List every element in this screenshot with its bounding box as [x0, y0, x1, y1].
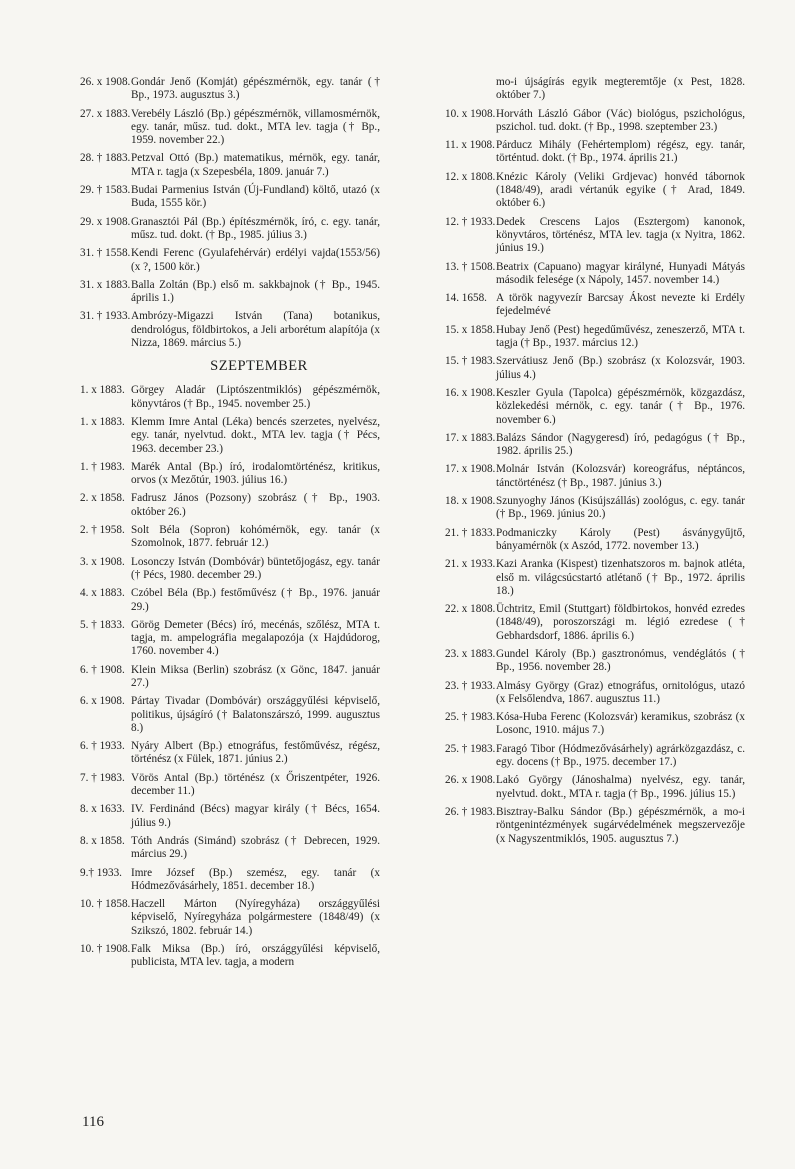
entry-text: Ambrózy-Migazzi István (Tana) botanikus, dendrológus, földbirtokos, a Jeli arborétum alapítója (x Nizza, 1869. március 5.) — [131, 310, 380, 350]
entry-date: 6. † 1908. — [80, 663, 125, 676]
entry-text: Vörös Antal (Bp.) történész (x Őriszentpéter, 1926. december 11.) — [131, 771, 380, 798]
entry-text: Gondár Jenő (Komját) gépészmérnök, egy. tanár († Bp., 1973. augusztus 3.) — [131, 76, 380, 102]
calendar-entry — [80, 152, 380, 179]
entry-text: Szervátiusz Jenő (Bp.) szobrász (x Kolozsvár, 1903. július 4.) — [496, 355, 745, 381]
entry-date: 26. † 1983. — [445, 805, 496, 818]
calendar-entry — [80, 835, 380, 862]
calendar-entry — [80, 310, 380, 350]
calendar-entry — [445, 355, 745, 382]
entry-date: 29. x 1908. — [80, 215, 131, 228]
calendar-entry — [445, 806, 745, 846]
entry-date: 10. x 1908. — [445, 107, 496, 120]
entry-text: Beatrix (Capuano) magyar királyné, Hunyadi Mátyás második felesége (x Nápoly, 1457. november 14.) — [496, 260, 745, 286]
calendar-entry — [80, 461, 380, 488]
calendar-entry — [80, 664, 380, 691]
calendar-entry — [80, 384, 380, 411]
calendar-entry — [445, 495, 745, 522]
right-column — [445, 76, 745, 851]
calendar-entry — [445, 603, 745, 643]
entry-date: 10. † 1858. — [80, 898, 131, 911]
entry-date: 14. 1658. — [445, 292, 487, 305]
entry-date: 8. x 1633. — [80, 803, 125, 816]
calendar-entry — [445, 711, 745, 738]
entry-text: Görög Demeter (Bécs) író, mecénás, szőlész, MTA t. tagja, m. ampelográfia megalapozója (x Hajdúdorog, 1760. november 4.) — [131, 618, 380, 658]
entry-text: Almásy György (Graz) etnográfus, ornitológus, utazó (x Felsőlendva, 1867. augusztus 11.) — [496, 679, 745, 705]
entry-text: Verebély László (Bp.) gépészmérnök, villamosmérnök, egy. tanár, műsz. tud. dokt., MTA lev. tagja († Bp., 1959. november 22.) — [131, 107, 380, 147]
entry-date: 2. x 1858. — [80, 492, 125, 505]
entry-text: Faragó Tibor (Hódmezővásárhely) agrárközgazdász, c. egy. docens († Bp., 1975. december 17.) — [496, 742, 745, 769]
entry-date: 23. † 1933. — [445, 679, 496, 692]
entry-text: Lakó György (Jánoshalma) nyelvész, egy. tanár, nyelvtud. dokt., MTA r. tagja († Bp., 1996. július 15.) — [496, 774, 745, 800]
entry-date: 25. † 1983. — [445, 711, 496, 724]
entry-text: Görgey Aladár (Liptószentmiklós) gépészmérnök, könyvtáros († Bp., 1945. november 25.) — [131, 384, 380, 410]
entry-date: 27. x 1883. — [80, 107, 131, 120]
entry-text: Molnár István (Kolozsvár) koreográfus, néptáncos, tánctörténész († Bp., 1987. június 3.) — [496, 463, 745, 489]
entry-date: 21. † 1833. — [445, 526, 496, 539]
calendar-entry — [445, 558, 745, 598]
entry-text: Balla Zoltán (Bp.) első m. sakkbajnok († Bp., 1945. április 1.) — [131, 278, 380, 305]
entry-text: A török nagyvezír Barcsay Ákost nevezte ki Erdély fejedelmévé — [496, 292, 745, 318]
entry-date: 28. † 1883. — [80, 152, 131, 165]
entry-date: 1. x 1883. — [80, 415, 125, 428]
entry-date: 29. † 1583. — [80, 184, 131, 197]
entry-date: 17. x 1908. — [445, 463, 496, 476]
entry-date: 8. x 1858. — [80, 834, 125, 847]
entry-text: Szunyoghy János (Kisújszállás) zoológus, c. egy. tanár († Bp., 1969. június 20.) — [496, 495, 745, 521]
entry-text: Dedek Crescens Lajos (Esztergom) kanonok, könyvtáros, történész, MTA lev. tagja (x Nyitra, 1862. június 19.) — [496, 215, 745, 255]
calendar-entry — [80, 556, 380, 583]
calendar-entry — [445, 108, 745, 135]
calendar-entry — [80, 803, 380, 830]
entry-date: 4. x 1883. — [80, 587, 125, 600]
entry-text: Klemm Imre Antal (Léka) bencés szerzetes, nyelvész, egy. tanár, nyelvtud. dokt., MTA lev. tagja († Pécs, 1963. december 23.) — [131, 415, 380, 455]
entry-date: 3. x 1908. — [80, 555, 125, 568]
entry-date: 7. † 1983. — [80, 771, 125, 784]
calendar-entry — [80, 898, 380, 938]
calendar-entry — [80, 216, 380, 243]
calendar-entry — [445, 463, 745, 490]
calendar-entry — [445, 743, 745, 770]
entry-date: 26. x 1908. — [445, 774, 496, 787]
entry-text: Klein Miksa (Berlin) szobrász (x Gönc, 1847. január 27.) — [131, 663, 380, 689]
calendar-entry — [80, 740, 380, 767]
calendar-entry — [445, 171, 745, 211]
calendar-entry — [80, 587, 380, 614]
entry-text: Fadrusz János (Pozsony) szobrász († Bp., 1903. október 26.) — [131, 492, 380, 518]
entry-text: Podmaniczky Károly (Pest) ásványgyűjtő, bányamérnök (x Aszód, 1772. november 13.) — [496, 526, 745, 552]
entry-text: Hubay Jenő (Pest) hegedűművész, zeneszerző, MTA t. tagja († Bp., 1937. március 12.) — [496, 323, 745, 350]
entry-text: Knézic Károly (Veliki Grdjevac) honvéd tábornok (1848/49), aradi vértanúk egyike († Arad, 1849. október 6.) — [496, 170, 745, 210]
entry-text: Marék Antal (Bp.) író, irodalomtörténész, kritikus, orvos (x Mezőtúr, 1903. július 16.) — [131, 460, 380, 487]
calendar-entry — [80, 247, 380, 274]
entry-date: 15. x 1858. — [445, 323, 496, 336]
left-entries-august — [80, 76, 380, 350]
entry-date: 21. x 1933. — [445, 558, 496, 571]
entry-date: 2. † 1958. — [80, 524, 125, 537]
continued-entry-text: mo-i újságírás egyik megteremtője (x Pest, 1828. október 7.) — [496, 76, 745, 102]
entry-text: IV. Ferdinánd (Bécs) magyar király († Bécs, 1654. július 9.) — [131, 803, 380, 829]
entry-text: Kendi Ferenc (Gyulafehérvár) erdélyi vajda(1553/56) (x ?, 1500 kör.) — [131, 247, 380, 273]
calendar-entry — [445, 432, 745, 459]
entry-date: 11. x 1908. — [445, 139, 495, 152]
entry-text: Bisztray-Balku Sándor (Bp.) gépészmérnök, a mo-i röntgenintézmények sugárvédelmének megszervezője (x Nagyszentmiklós, 1905. augusztus 7.) — [496, 805, 745, 845]
entry-date: 1. † 1983. — [80, 460, 125, 473]
section-title: SZEPTEMBER — [210, 358, 308, 375]
entry-text: Imre József (Bp.) szemész, egy. tanár (x Hódmezővásárhely, 1851. december 18.) — [131, 866, 380, 892]
entry-date: 31. x 1883. — [80, 278, 131, 291]
entry-text: Haczell Márton (Nyíregyháza) országgyűlési képviselő, Nyíregyháza polgármestere (1848/49) (x Szikszó, 1802. február 14.) — [131, 898, 380, 937]
calendar-entry — [445, 527, 745, 554]
calendar-entry — [445, 774, 745, 801]
calendar-entry — [80, 108, 380, 148]
entry-date: 12. † 1933. — [445, 215, 496, 228]
calendar-entry — [445, 387, 745, 427]
entry-text: Balázs Sándor (Nagygeresd) író, pedagógus († Bp., 1982. április 25.) — [496, 431, 745, 458]
calendar-entry — [445, 680, 745, 707]
calendar-entry — [80, 772, 380, 799]
entry-date: 6. x 1908. — [80, 695, 125, 708]
entry-text: Üchtritz, Emil (Stuttgart) földbirtokos, honvéd ezredes (1848/49), poroszországi m. légió ezredese († Gebhardsdorf, 1886. április 6.) — [496, 603, 745, 642]
calendar-entry — [80, 943, 380, 970]
entry-date: 31. † 1933. — [80, 310, 131, 323]
entry-date: 23. x 1883. — [445, 647, 496, 660]
entry-date: 12. x 1808. — [445, 170, 496, 183]
entry-date: 26. x 1908. — [80, 76, 131, 88]
entry-text: Párducz Mihály (Fehértemplom) régész, egy. tanár, történtud. dokt. († Bp., 1974. április 21.) — [496, 139, 745, 165]
entry-text: Tóth András (Simánd) szobrász († Debrecen, 1929. március 29.) — [131, 834, 380, 861]
entry-text: Budai Parmenius István (Új-Fundland) költő, utazó (x Buda, 1555 kör.) — [131, 184, 380, 210]
entry-text: Granasztói Pál (Bp.) építészmérnök, író, c. egy. tanár, műsz. tud. dokt. († Bp., 1985. július 3.) — [131, 215, 380, 241]
entry-text: Solt Béla (Sopron) kohómérnök, egy. tanár (x Szomolnok, 1877. február 12.) — [131, 524, 380, 550]
entry-text: Kazi Aranka (Kispest) tizenhatszoros m. bajnok atléta, első m. világcsúcstartó atlétanő († Bp., 1972. április 18.) — [496, 558, 745, 597]
calendar-entry — [80, 492, 380, 519]
entry-date: 10. † 1908. — [80, 943, 131, 956]
entry-date: 6. † 1933. — [80, 740, 125, 753]
entry-text: Falk Miksa (Bp.) író, országgyűlési képviselő, publicista, MTA lev. tagja, a modern — [131, 943, 380, 969]
entry-text: Kósa-Huba Ferenc (Kolozsvár) keramikus, szobrász (x Losonc, 1910. május 7.) — [496, 711, 745, 737]
entry-text: Pártay Tivadar (Dombóvár) országgyűlési képviselő, politikus, újságíró († Balatonszárszó, 1999. augusztus 8.) — [131, 695, 380, 734]
calendar-entry — [80, 524, 380, 551]
entry-text: Keszler Gyula (Tapolca) gépészmérnök, közgazdász, közlekedési mérnök, c. egy. tanár († Bp., 1976. november 6.) — [496, 386, 745, 426]
entry-text: Losonczy István (Dombóvár) büntetőjogász, egy. tanár († Pécs, 1980. december 29.) — [131, 555, 380, 581]
entry-date: 13. † 1508. — [445, 260, 496, 273]
page-number: 116 — [82, 1114, 104, 1130]
entry-date: 31. † 1558. — [80, 247, 131, 260]
entry-text: Czóbel Béla (Bp.) festőművész († Bp., 1976. január 29.) — [131, 587, 380, 613]
entry-date: 16. x 1908. — [445, 386, 496, 399]
calendar-entry — [80, 695, 380, 735]
left-entries-september — [80, 384, 380, 969]
entry-text: Horváth László Gábor (Vác) biológus, pszichológus, pszichol. tud. dokt. († Bp., 1998. szeptember 23.) — [496, 107, 745, 133]
entry-date: 25. † 1983. — [445, 742, 496, 755]
calendar-entry — [80, 184, 380, 211]
calendar-entry — [80, 76, 380, 103]
calendar-entry — [445, 648, 745, 675]
calendar-entry — [80, 416, 380, 456]
right-entries — [445, 108, 745, 846]
left-column — [80, 76, 380, 975]
calendar-entry — [80, 619, 380, 659]
calendar-entry — [445, 261, 745, 288]
entry-date: 1. x 1883. — [80, 384, 125, 397]
entry-date: 18. x 1908. — [445, 495, 496, 508]
entry-date: 15. † 1983. — [445, 355, 496, 368]
entry-date: 5. † 1833. — [80, 618, 125, 631]
calendar-entry — [445, 324, 745, 351]
entry-text: Nyáry Albert (Bp.) etnográfus, festőművész, régész, történész (x Fülek, 1871. június 2.) — [131, 740, 380, 766]
calendar-entry — [80, 867, 380, 894]
entry-date: 9.† 1933. — [80, 866, 122, 879]
entry-text: Gundel Károly (Bp.) gasztronómus, vendéglátós († Bp., 1956. november 28.) — [496, 647, 745, 674]
entry-text: Petzval Ottó (Bp.) matematikus, mérnök, egy. tanár, MTA r. tagja (x Szepesbéla, 1809. január 7.) — [131, 152, 380, 178]
entry-date: 17. x 1883. — [445, 431, 496, 444]
calendar-entry — [445, 216, 745, 256]
calendar-entry — [445, 139, 745, 166]
calendar-entry — [80, 279, 380, 306]
calendar-entry — [445, 292, 745, 319]
entry-date: 22. x 1808. — [445, 603, 496, 616]
